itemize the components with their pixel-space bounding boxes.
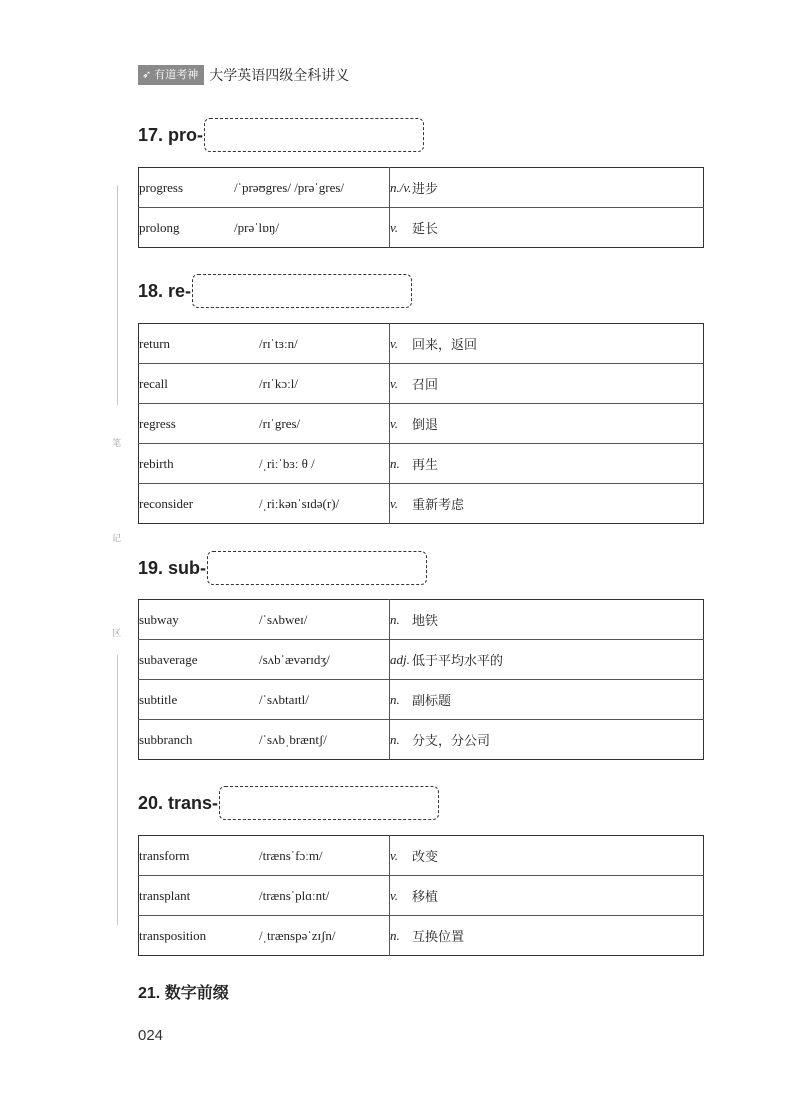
section-heading-text: 17. pro- xyxy=(138,124,204,145)
phonetic-cell: /rɪˈtɜːn/ xyxy=(259,324,390,364)
fill-in-blank-box[interactable] xyxy=(192,274,412,308)
vocab-table xyxy=(138,323,704,524)
pos-cell: v. xyxy=(390,847,399,863)
vocab-table xyxy=(138,167,704,248)
phonetic-cell: /prəˈlɒŋ/ xyxy=(234,208,390,248)
phonetic-cell: /ˌriːˈbɜː θ / xyxy=(259,444,390,484)
margin-line-bottom xyxy=(117,655,118,925)
table-row xyxy=(139,444,704,484)
vocab-table xyxy=(138,835,704,956)
meaning-cell: 重新考虑 xyxy=(412,484,704,524)
word-cell: return xyxy=(139,335,171,351)
meaning-cell: 低于平均水平的 xyxy=(412,640,704,680)
margin-note-char: 记 xyxy=(112,534,122,544)
phonetic-cell: /ˈsʌbˌbræntʃ/ xyxy=(259,720,390,760)
pos-cell: n. xyxy=(390,611,400,627)
book-title: 大学英语四级全科讲义 xyxy=(209,68,350,84)
meaning-cell: 倒退 xyxy=(412,404,704,444)
word-cell: subtitle xyxy=(139,680,260,720)
table-row xyxy=(139,208,704,248)
word-cell: subaverage xyxy=(139,640,260,680)
meaning-cell: 改变 xyxy=(412,850,439,865)
bird-logo-icon: ➶ xyxy=(142,68,152,81)
word-cell: prolong xyxy=(139,208,235,248)
table-row xyxy=(139,876,704,916)
section-heading-text: 20. trans- xyxy=(138,792,219,813)
page-number: 024 xyxy=(138,1027,164,1044)
section-heading xyxy=(138,274,412,308)
pos-cell: v. xyxy=(390,335,399,351)
phonetic-cell: /sʌbˈævərɪdʒ/ xyxy=(259,640,390,680)
brand-name: 有道考神 xyxy=(154,68,199,81)
word-cell: transform xyxy=(139,847,190,863)
pos-cell: n. xyxy=(390,444,413,484)
phonetic-cell: /ˈsʌbtaɪtl/ xyxy=(259,680,390,720)
pos-cell: n./v. xyxy=(390,179,412,195)
table-row xyxy=(139,484,704,524)
word-cell: reconsider xyxy=(139,484,260,524)
vocab-table xyxy=(138,599,704,760)
section-heading xyxy=(138,786,439,820)
fill-in-blank-box[interactable] xyxy=(219,786,439,820)
pos-cell: adj. xyxy=(390,640,413,680)
meaning-cell: 回来，返回 xyxy=(412,338,478,353)
pos-cell: v. xyxy=(390,404,413,444)
table-row xyxy=(139,600,704,640)
table-row xyxy=(139,324,704,364)
meaning-cell: 地铁 xyxy=(412,614,439,629)
phonetic-cell: /ˈsʌbweɪ/ xyxy=(259,600,390,640)
pos-cell: v. xyxy=(390,484,413,524)
margin-note-char: 区 xyxy=(112,629,122,639)
meaning-cell: 移植 xyxy=(412,876,704,916)
section-heading xyxy=(138,551,427,585)
phonetic-cell: /trænsˈfɔːm/ xyxy=(259,836,390,876)
brand-badge xyxy=(138,65,204,85)
table-row xyxy=(139,640,704,680)
section-heading-text: 18. re- xyxy=(138,280,192,301)
word-cell: subway xyxy=(139,611,179,627)
section-heading-text: 19. sub- xyxy=(138,557,207,578)
word-cell: progress xyxy=(139,179,184,195)
fill-in-blank-box[interactable] xyxy=(204,118,424,152)
page-header xyxy=(138,65,349,85)
meaning-cell: 互换位置 xyxy=(412,916,704,956)
meaning-cell: 分支，分公司 xyxy=(412,720,704,760)
meaning-cell: 召回 xyxy=(412,364,704,404)
meaning-cell: 进步 xyxy=(412,182,439,197)
margin-note-char: 笔 xyxy=(112,439,122,449)
table-row xyxy=(139,836,704,876)
table-row xyxy=(139,720,704,760)
section-heading xyxy=(138,118,424,152)
word-cell: recall xyxy=(139,364,260,404)
table-row xyxy=(139,364,704,404)
phonetic-cell: /ˌriːkənˈsɪdə(r)/ xyxy=(259,484,390,524)
pos-cell: n. xyxy=(390,916,413,956)
margin-line-top xyxy=(117,185,118,405)
meaning-cell: 再生 xyxy=(412,444,704,484)
section-heading-text: 21. 数字前缀 xyxy=(138,985,229,1002)
section-heading xyxy=(138,980,229,1003)
phonetic-cell: /rɪˈgres/ xyxy=(259,404,390,444)
word-cell: rebirth xyxy=(139,444,260,484)
fill-in-blank-box[interactable] xyxy=(207,551,427,585)
pos-cell: v. xyxy=(390,208,413,248)
pos-cell: n. xyxy=(390,680,413,720)
meaning-cell: 延长 xyxy=(412,208,704,248)
phonetic-cell: /rɪˈkɔːl/ xyxy=(259,364,390,404)
word-cell: transplant xyxy=(139,876,260,916)
phonetic-cell: /ˈprəʊgres/ /prəˈgres/ xyxy=(234,168,390,208)
pos-cell: v. xyxy=(390,364,413,404)
table-row xyxy=(139,916,704,956)
pos-cell: n. xyxy=(390,720,413,760)
table-row xyxy=(139,168,704,208)
word-cell: transposition xyxy=(139,916,260,956)
meaning-cell: 副标题 xyxy=(412,680,704,720)
table-row xyxy=(139,680,704,720)
word-cell: regress xyxy=(139,404,260,444)
phonetic-cell: /ˌtrænspəˈzɪʃn/ xyxy=(259,916,390,956)
phonetic-cell: /trænsˈplɑːnt/ xyxy=(259,876,390,916)
pos-cell: v. xyxy=(390,876,413,916)
word-cell: subbranch xyxy=(139,720,260,760)
table-row xyxy=(139,404,704,444)
